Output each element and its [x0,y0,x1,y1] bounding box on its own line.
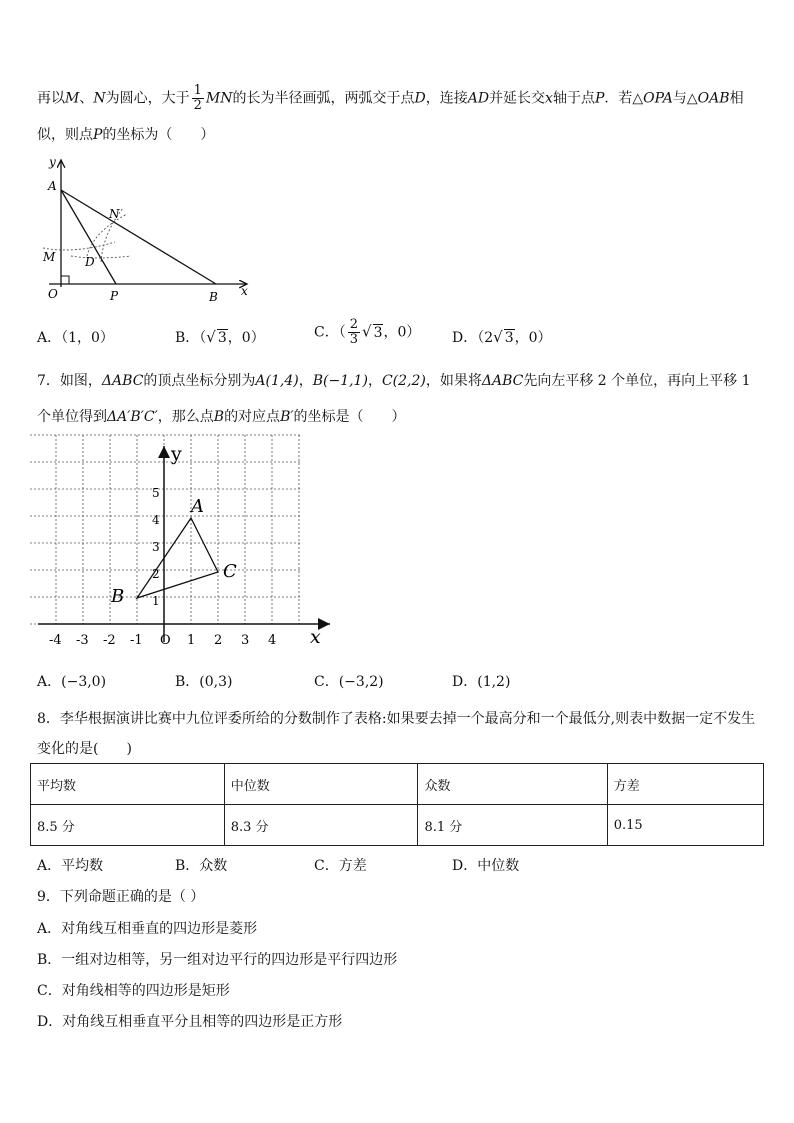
y-tick-label: 4 [152,513,160,527]
x-tick-label: -2 [103,633,116,648]
q9-option-d: D．对角线互相垂直平分且相等的四边形是正方形 [37,1014,343,1030]
table-header-cell: 平均数 [31,764,225,805]
y-tick-label: 3 [152,540,160,554]
triangle-abc [137,518,218,598]
x-axis-label: x [310,626,321,648]
y-axis-label: y [171,443,182,465]
table-header-row [31,764,764,805]
label-M: M [43,250,56,264]
q6-option-a: A．（1，0） [37,330,114,346]
label-N: N [109,207,120,221]
segment-AB [61,190,216,284]
q8-option-b: B．众数 [175,858,228,874]
label-D: D [85,255,95,269]
table-cell: 8.3 分 [224,805,418,846]
x-tick-label: 1 [187,633,196,648]
q6-option-c: C．（ $\frac{2}{3}$ √ 3，0） [314,317,421,347]
one-half-fraction: $\frac{1}{2}$ [193,83,202,113]
q6-option-d: D．（2√ 3，0） [452,328,552,346]
q7-line2: 个单位得到ΔA′B′C′，那么点B的对应点B′的坐标是（ ） [37,409,406,425]
label-B: B [209,290,218,304]
grid-lines [30,435,302,624]
q9-option-b: B．一组对边相等，另一组对边平行的四边形是平行四边形 [37,952,398,968]
q8-option-a: A．平均数 [37,858,104,874]
label-B: B [111,586,125,607]
x-tick-label: -4 [49,633,62,648]
y-tick-label: 5 [152,486,160,500]
x-tick-label: 4 [268,633,277,648]
label-C: C [223,561,237,582]
q6-line1: 再以M、N为圆心，大于 $\frac{1}{2}$ MN的长为半径画弧，两弧交于点D，连接AD并延长交x轴于点P．若△OPA与△OAB相 [37,83,744,113]
y-tick-label: 1 [152,594,160,608]
x-tick-label: -1 [130,633,143,648]
table-cell: 8.5 分 [31,805,225,846]
q6-line2: 似，则点P的坐标为（ ） [37,127,215,143]
q8-option-c: C．方差 [314,858,367,874]
label-x: x [241,284,248,298]
arc-N [87,214,127,256]
label-A: A [191,496,204,517]
label-A: A [48,179,57,193]
label-y: y [49,155,56,169]
q7-option-a: A．(−3,0) [37,674,107,690]
segment-AP [61,190,116,284]
q7-option-c: C．(−3,2) [314,674,384,690]
table-row [31,805,764,846]
q9-option-a: A．对角线互相垂直的四边形是菱形 [37,921,258,937]
q8-option-d: D．中位数 [452,858,520,874]
arc-M [43,242,115,250]
q9-option-c: C．对角线相等的四边形是矩形 [37,983,230,999]
x-tick-label: 2 [214,633,223,648]
table-header-cell: 众数 [418,764,607,805]
q8-line2: 变化的是( ) [37,741,132,757]
label-P: P [110,289,119,303]
x-tick-label: -3 [76,633,89,648]
q7-line1: 7．如图，ΔABC的顶点坐标分别为A(1,4)，B(−1,1)，C(2,2)，如果将ΔABC先向左平移 2 个单位，再向上平移 1 [37,373,751,389]
table-header-cell: 方差 [607,764,763,805]
x-tick-label: O [160,633,171,648]
q6-option-b: B．（√ 3，0） [175,328,265,346]
right-angle-mark [61,276,69,284]
x-tick-label: 3 [241,633,250,648]
q8-score-table [30,763,764,846]
q7-option-b: B．(0,3) [175,674,233,690]
q7-option-d: D．(1,2) [452,674,511,690]
label-O: O [48,287,58,301]
q9-stem: 9．下列命题正确的是（ ） [37,889,205,905]
x-tick-labels [49,633,276,648]
q8-line1: 8．李华根据演讲比赛中九位评委所给的分数制作了表格:如果要去掉一个最高分和一个最低分,则表中数据一定不发生 [37,711,756,727]
q7-coordinate-grid [30,432,340,654]
q6-triangle-figure [35,152,260,307]
y-tick-labels [152,486,160,608]
table-header-cell: 中位数 [224,764,418,805]
y-tick-label: 2 [152,567,160,581]
table-cell: 8.1 分 [418,805,607,846]
table-cell: 0.15 [607,805,763,846]
